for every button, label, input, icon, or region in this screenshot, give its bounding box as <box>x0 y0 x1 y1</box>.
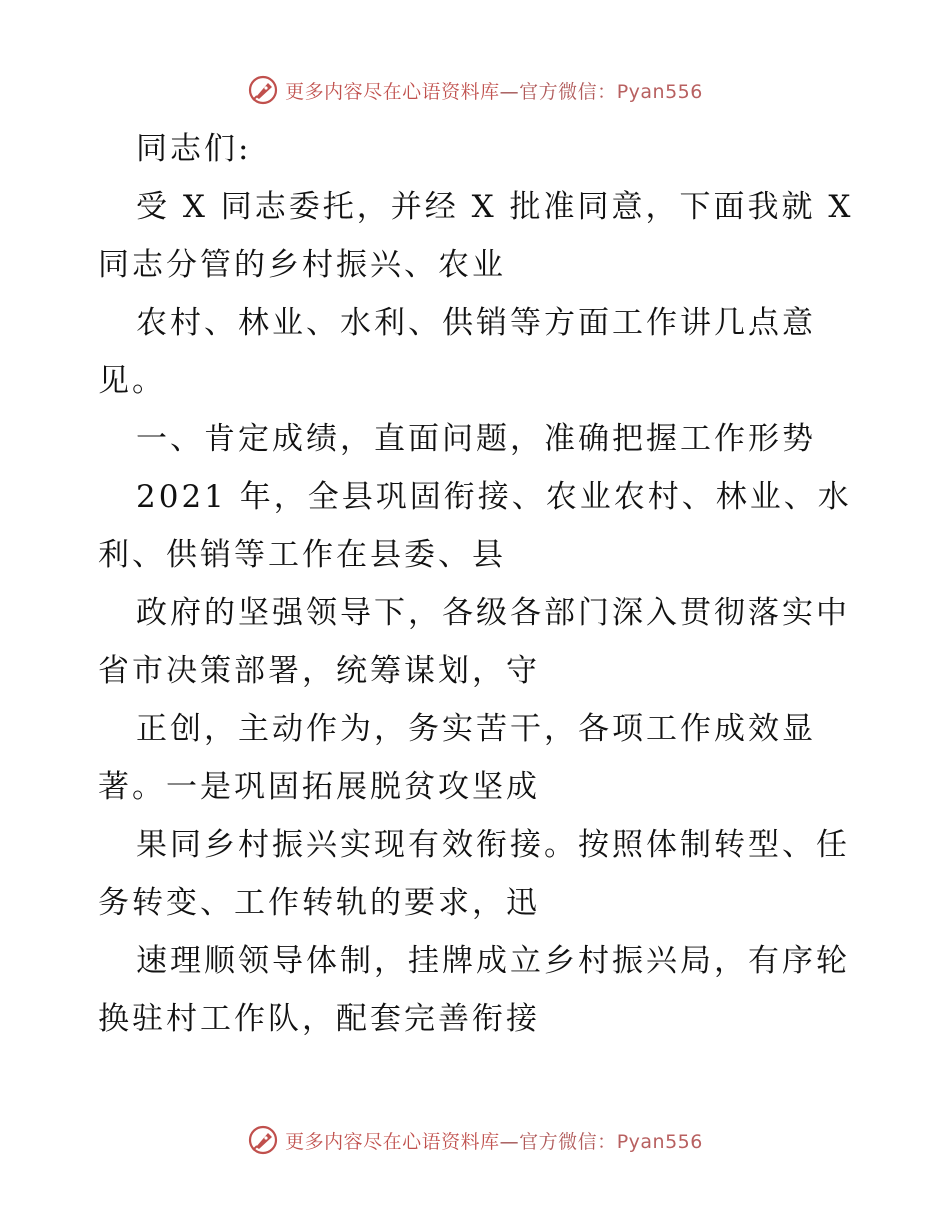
pen-nib-logo-icon <box>247 74 279 106</box>
paragraph-line: 2021 年，全县巩固衔接、农业农村、林业、水 <box>136 479 852 515</box>
paragraph-line: 见。 <box>98 363 166 399</box>
paragraph-line: 著。一是巩固拓展脱贫攻坚成 <box>98 769 540 805</box>
header-watermark <box>0 70 950 110</box>
paragraph-line: 速理顺领导体制，挂牌成立乡村振兴局，有序轮 <box>136 943 850 979</box>
pen-nib-logo-icon <box>247 1124 279 1156</box>
paragraph-line: 换驻村工作队，配套完善衔接 <box>98 1001 540 1037</box>
watermark-wechat-id: Pyan556 <box>616 80 703 103</box>
paragraph-line: 一、肯定成绩，直面问题，准确把握工作形势 <box>136 421 816 457</box>
paragraph-line: 省市决策部署，统筹谋划，守 <box>98 653 540 689</box>
paragraph-line: 政府的坚强领导下，各级各部门深入贯彻落实中 <box>136 595 850 631</box>
paragraph-line: 利、供销等工作在县委、县 <box>98 537 506 573</box>
paragraph-line: 受 X 同志委托，并经 X 批准同意，下面我就 X <box>136 189 854 225</box>
document-body <box>98 120 878 1048</box>
footer-watermark <box>0 1120 950 1160</box>
paragraph-line: 正创，主动作为，务实苦干，各项工作成效显 <box>136 711 816 747</box>
watermark-text <box>285 77 703 104</box>
paragraph-line: 同志们: <box>136 131 252 167</box>
watermark-text <box>285 1127 703 1154</box>
watermark-separator: — <box>499 1130 520 1153</box>
watermark-official-label: 官方微信： <box>519 1130 617 1153</box>
paragraph-line: 农村、林业、水利、供销等方面工作讲几点意 <box>136 305 816 341</box>
watermark-slogan: 更多内容尽在心语资料库 <box>285 80 500 103</box>
watermark-slogan: 更多内容尽在心语资料库 <box>285 1130 500 1153</box>
paragraph-line: 果同乡村振兴实现有效衔接。按照体制转型、任 <box>136 827 850 863</box>
watermark-official-label: 官方微信： <box>519 80 617 103</box>
paragraph-line: 同志分管的乡村振兴、农业 <box>98 247 506 283</box>
paragraph-line: 务转变、工作转轨的要求，迅 <box>98 885 540 921</box>
watermark-separator: — <box>499 80 520 103</box>
watermark-wechat-id: Pyan556 <box>616 1130 703 1153</box>
